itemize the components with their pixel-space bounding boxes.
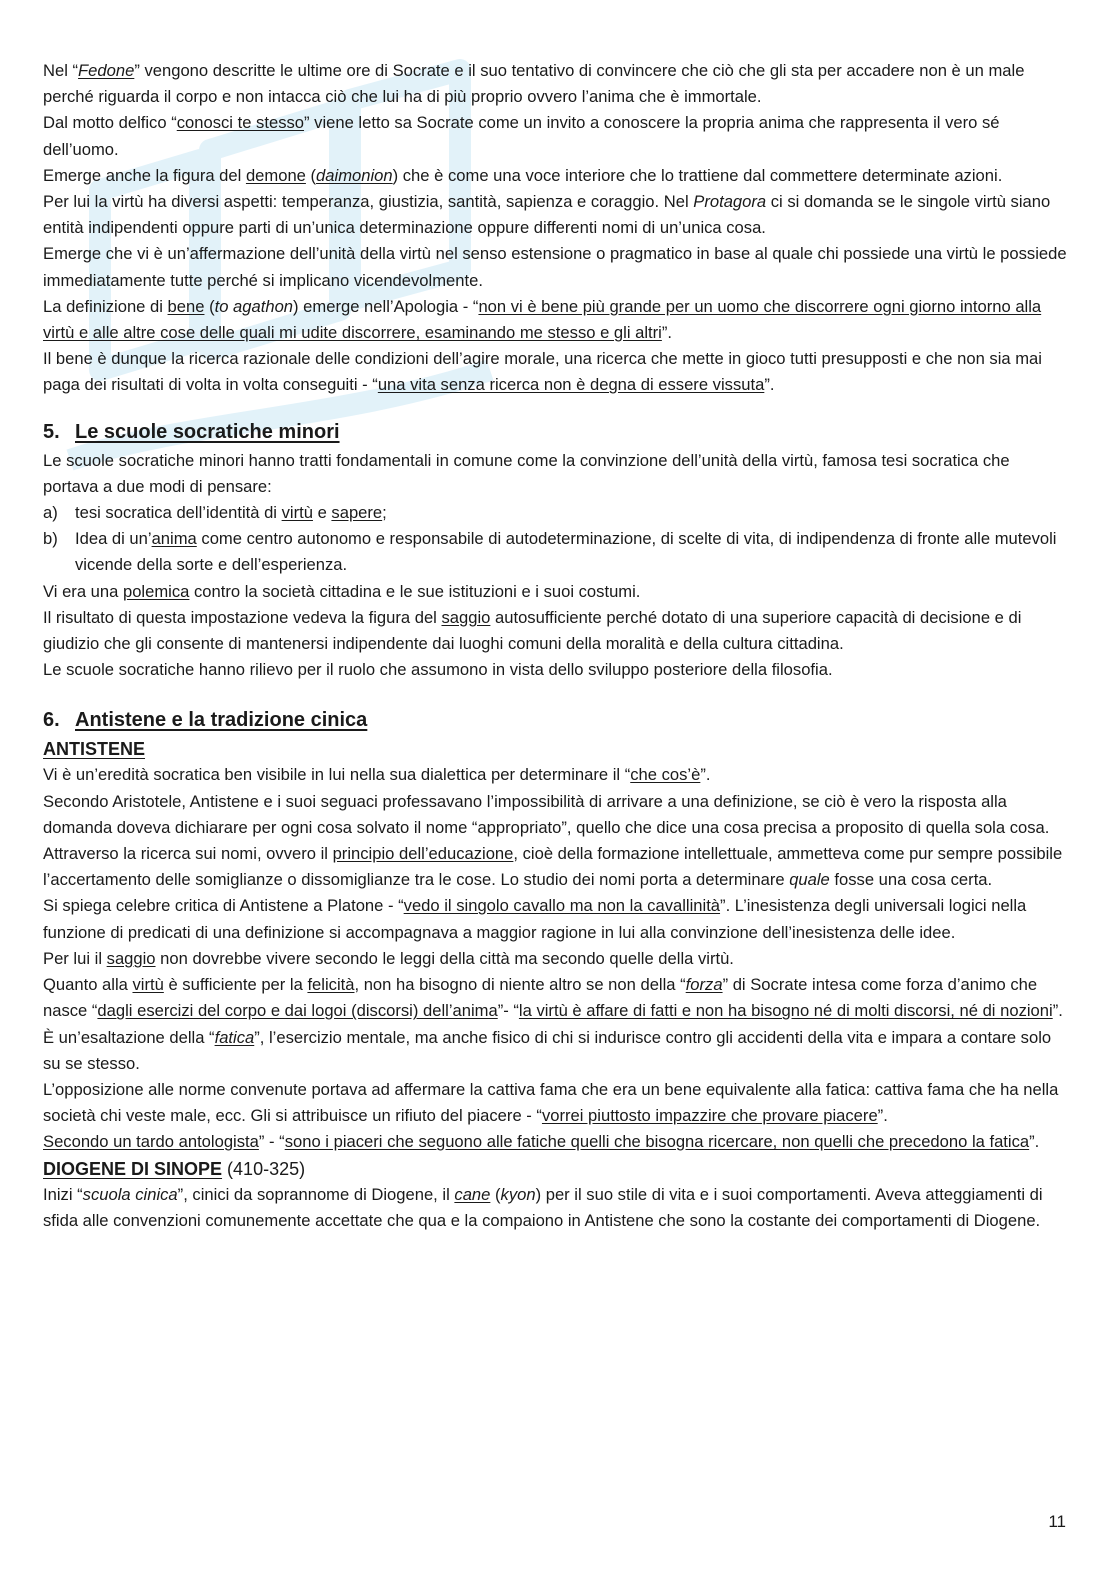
paragraph — [43, 893, 1068, 945]
text-run: virtù — [281, 503, 313, 523]
text-run: Fedone — [78, 61, 135, 80]
text-run: ) per il suo stile di vita e i suoi comportamenti. Aveva atteggiamenti di sfida alle convenzioni comunemente accettate che qua e la compaiono in Antistene che sono la costante dei comportamenti di Diogene. — [43, 1184, 1043, 1230]
paragraph — [43, 1025, 1068, 1077]
list-marker: a) — [43, 503, 58, 523]
paragraph — [43, 579, 1068, 605]
text-run: daimonion — [316, 165, 393, 185]
section-title: Le scuole socratiche minori — [75, 420, 340, 443]
subheading-diogene — [43, 1156, 1068, 1182]
text-run: Le scuole socratiche hanno rilievo per il ruolo che assumono in vista dello sviluppo posteriore della filosofia. — [43, 660, 833, 680]
text-run: polemica — [122, 581, 190, 601]
text-run: ”. — [700, 765, 711, 785]
text-run: ” - “ — [258, 1132, 285, 1152]
text-run: Emerge che vi è un’affermazione dell’unità della virtù nel senso estensione o pragmatico in base al quale chi possiede una virtù le possiede immediatamente tutte perché si implicano vicendevolmente. — [43, 244, 1067, 290]
text-run: contro la società cittadina e le sue istituzioni e i suoi costumi. — [189, 581, 641, 601]
text-run: sapere — [331, 503, 383, 523]
text-run: anima — [151, 529, 197, 549]
text-run: ”. — [764, 375, 775, 395]
text-run: cane — [454, 1184, 491, 1204]
text-run: come centro autonomo e responsabile di autodeterminazione, di scelte di vita, di indipendenza di fronte alle mutevoli vicende della sorte e dell’esperienza. — [75, 529, 1057, 575]
text-run: La definizione di — [43, 296, 168, 316]
paragraph — [43, 58, 1068, 110]
text-run: saggio — [441, 607, 491, 627]
text-run: to agathon — [214, 296, 294, 316]
section-title: Antistene e la tradizione cinica — [75, 709, 368, 732]
section-number: 6. — [43, 709, 60, 732]
text-run: forza — [685, 975, 723, 995]
text-run: conosci te stesso — [176, 113, 305, 133]
text-run: ( — [490, 1184, 501, 1204]
text-run: fosse una cosa certa. — [829, 870, 993, 890]
paragraph — [43, 1182, 1068, 1234]
text-run: una vita senza ricerca non è degna di essere vissuta — [377, 375, 765, 395]
text-run: saggio — [106, 948, 156, 968]
text-run: ”. — [1029, 1132, 1040, 1152]
text-run: scuola cinica — [82, 1184, 178, 1204]
text-run: ( — [305, 165, 317, 185]
text-run: vedo il singolo cavallo ma non la cavallinità — [403, 896, 721, 916]
text-run: felicità — [307, 975, 355, 995]
text-run: e — [312, 503, 332, 523]
text-run: Inizi “ — [43, 1184, 83, 1204]
page-number: 11 — [1048, 1512, 1066, 1531]
paragraph — [43, 657, 1068, 683]
antistene-paragraphs — [43, 762, 1068, 1155]
text-run: Dal motto delfico “ — [43, 113, 177, 133]
text-run: Le scuole socratiche minori hanno tratti fondamentali in comune come la convinzione dell’unità della virtù, famosa tesi socratica che portava a due modi di pensare: — [43, 450, 1010, 496]
text-run: ; — [382, 503, 387, 523]
text-run: Idea di un’ — [75, 529, 152, 549]
subheading-antistene — [43, 736, 1068, 762]
subheading-title: DIOGENE DI SINOPE — [43, 1158, 223, 1179]
section-5-list — [43, 500, 1068, 579]
list-item — [43, 500, 1068, 526]
text-run: tesi socratica dell’identità di — [75, 503, 282, 523]
text-run: ” di Socrate intesa come forza d’animo che nasce “ — [43, 975, 1038, 1021]
paragraph — [43, 294, 1068, 346]
text-run: ci si domanda se le singole virtù siano entità indipendenti oppure parti di un’unica determinazione oppure differenti nomi di un’unica cosa. — [43, 192, 1051, 238]
text-run: Il risultato di questa impostazione vedeva la figura del — [43, 607, 442, 627]
list-marker: b) — [43, 529, 58, 549]
list-item — [43, 526, 1068, 578]
text-run: ( — [204, 296, 215, 316]
paragraph — [43, 346, 1068, 398]
text-run: Si spiega celebre critica di Antistene a Platone - “ — [43, 896, 404, 916]
section-5-rest — [43, 579, 1068, 684]
section-5-heading — [43, 419, 1068, 446]
paragraph — [43, 841, 1068, 893]
paragraph — [43, 241, 1068, 293]
section-6-heading — [43, 707, 1068, 734]
text-run: , cioè della formazione intellettuale, ammetteva come pur sempre possibile l’accertamento delle somiglianze o dissomiglianze tra le cose. Lo studio dei nomi porta a determinare — [43, 844, 1063, 890]
intro-section — [43, 58, 1068, 399]
paragraph — [43, 972, 1068, 1024]
text-run: ”. — [661, 323, 673, 343]
diogene-paragraphs — [43, 1182, 1068, 1234]
list-text — [75, 500, 1068, 526]
text-run: demone — [245, 165, 306, 185]
text-run: ” viene letto sa Socrate come un invito a conoscere la propria anima che rappresenta il vero sé dell’uomo. — [43, 113, 1000, 159]
section-5-paragraph — [43, 448, 1068, 500]
text-run: non vi è bene più grande per un uomo che discorrere ogni giorno intorno alla virtù e alle altre cose delle quali mi udite discorrere, esaminando me stesso e gli altri — [43, 296, 1042, 343]
list-text — [75, 526, 1068, 578]
text-run: virtù — [132, 975, 164, 995]
text-run: Secondo Aristotele, Antistene e i suoi seguaci professavano l’impossibilità di arrivare a una definizione, se ciò è vero la risposta alla domanda doveva dichiarare per ogni cosa solvato il nome “appropriato”, quello che dice una cosa precisa a proposito di quella sola cosa. — [43, 791, 1050, 837]
text-run: Quanto alla — [43, 975, 133, 995]
text-run: ”. L’inesistenza degli universali logici nella funzione di predicati di una definizione si accompagnava a maggior ragione in lui alla convinzione dell’inesistenza delle idee. — [43, 896, 1027, 942]
text-run: ) che è come una voce interiore che lo trattiene dal commettere determinate azioni. — [392, 165, 1003, 185]
paragraph — [43, 189, 1068, 241]
text-run: ) emerge nell’Apologia - “ — [293, 296, 479, 316]
text-run: Per lui la virtù ha diversi aspetti: temperanza, giustizia, santità, sapienza e coraggio. Nel — [43, 192, 694, 212]
subheading-title: ANTISTENE — [43, 739, 146, 760]
text-run: Nel “ — [43, 61, 79, 80]
text-run: Per lui il — [43, 948, 107, 968]
text-run: che cos’è — [630, 765, 701, 785]
paragraph — [43, 1077, 1068, 1129]
paragraph — [43, 163, 1068, 189]
text-run: Vi era una — [43, 581, 123, 601]
text-run: ”, cinici da soprannome di Diogene, il — [177, 1184, 455, 1204]
text-run: fatica — [214, 1027, 255, 1047]
paragraph — [43, 789, 1068, 841]
text-run: , non ha bisogno di niente altro se non della “ — [354, 975, 686, 995]
text-run: Protagora — [693, 192, 767, 212]
paragraph — [43, 605, 1068, 657]
text-run: non dovrebbe vivere secondo le leggi della città ma secondo quelle della virtù. — [155, 948, 734, 968]
text-run: dagli esercizi del corpo e dai logoi (discorsi) dell’anima — [97, 1001, 498, 1021]
text-run: quale — [789, 870, 830, 890]
text-run: kyon — [500, 1184, 536, 1204]
paragraph — [43, 110, 1068, 162]
text-run: Vi è un’eredità socratica ben visibile in lui nella sua dialettica per determinare il “ — [43, 765, 631, 785]
text-run: ”- “ — [497, 1001, 519, 1021]
text-run: ”, l’esercizio mentale, ma anche fisico di chi si indurisce contro gli accidenti della vita e impara a contare solo su se stesso. — [43, 1027, 1052, 1073]
text-run: Secondo un tardo antologista — [43, 1132, 259, 1152]
text-run: autosufficiente perché dotato di una superiore capacità di decisione e di giudizio che gli consente di mantenersi indipendente dai luoghi comuni della moralità e della cultura cittadina. — [43, 607, 1022, 654]
text-run: Emerge anche la figura del — [43, 165, 246, 185]
text-run: è sufficiente per la — [163, 975, 308, 995]
text-run: L’opposizione alle norme convenute portava ad affermare la cattiva fama che era un bene equivalente alla fatica: cattiva fama che ha nella società chi veste male, ecc. Gli si attribuisce un rifiuto del piacere - “ — [43, 1079, 1059, 1126]
text-run: ” vengono descritte le ultime ore di Socrate e il suo tentativo di convincere che ciò che gli sta per accadere non è un male perché riguarda il corpo e non intacca ciò che lui ha di più proprio ovvero l’anima che è immortale. — [43, 61, 1025, 107]
text-run: È un’esaltazione della “ — [43, 1027, 215, 1047]
text-run: bene — [167, 296, 205, 316]
subheading-dates: (410-325) — [222, 1158, 306, 1179]
text-run: ”. — [877, 1106, 888, 1126]
text-run: vorrei piuttosto impazzire che provare piacere — [541, 1106, 878, 1126]
text-run: Il bene è dunque la ricerca razionale delle condizioni dell’agire morale, una ricerca che mette in gioco tutti presupposti e che non sia mai paga dei risultati di volta in volta conseguiti - “ — [43, 349, 1042, 395]
text-run: sono i piaceri che seguono alle fatiche quelli che bisogna ricercare, non quelli che precedono la fatica — [284, 1132, 1030, 1152]
text-run: principio dell’educazione — [332, 844, 514, 864]
text-run: ”. — [1052, 1001, 1063, 1021]
section-number: 5. — [43, 420, 60, 443]
paragraph — [43, 946, 1068, 972]
document-page — [43, 58, 1068, 1234]
paragraph — [43, 762, 1068, 788]
paragraph — [43, 1129, 1068, 1155]
text-run: la virtù è affare di fatti e non ha bisogno né di molti discorsi, né di nozioni — [518, 1001, 1053, 1021]
text-run: Attraverso la ricerca sui nomi, ovvero il — [43, 844, 333, 864]
